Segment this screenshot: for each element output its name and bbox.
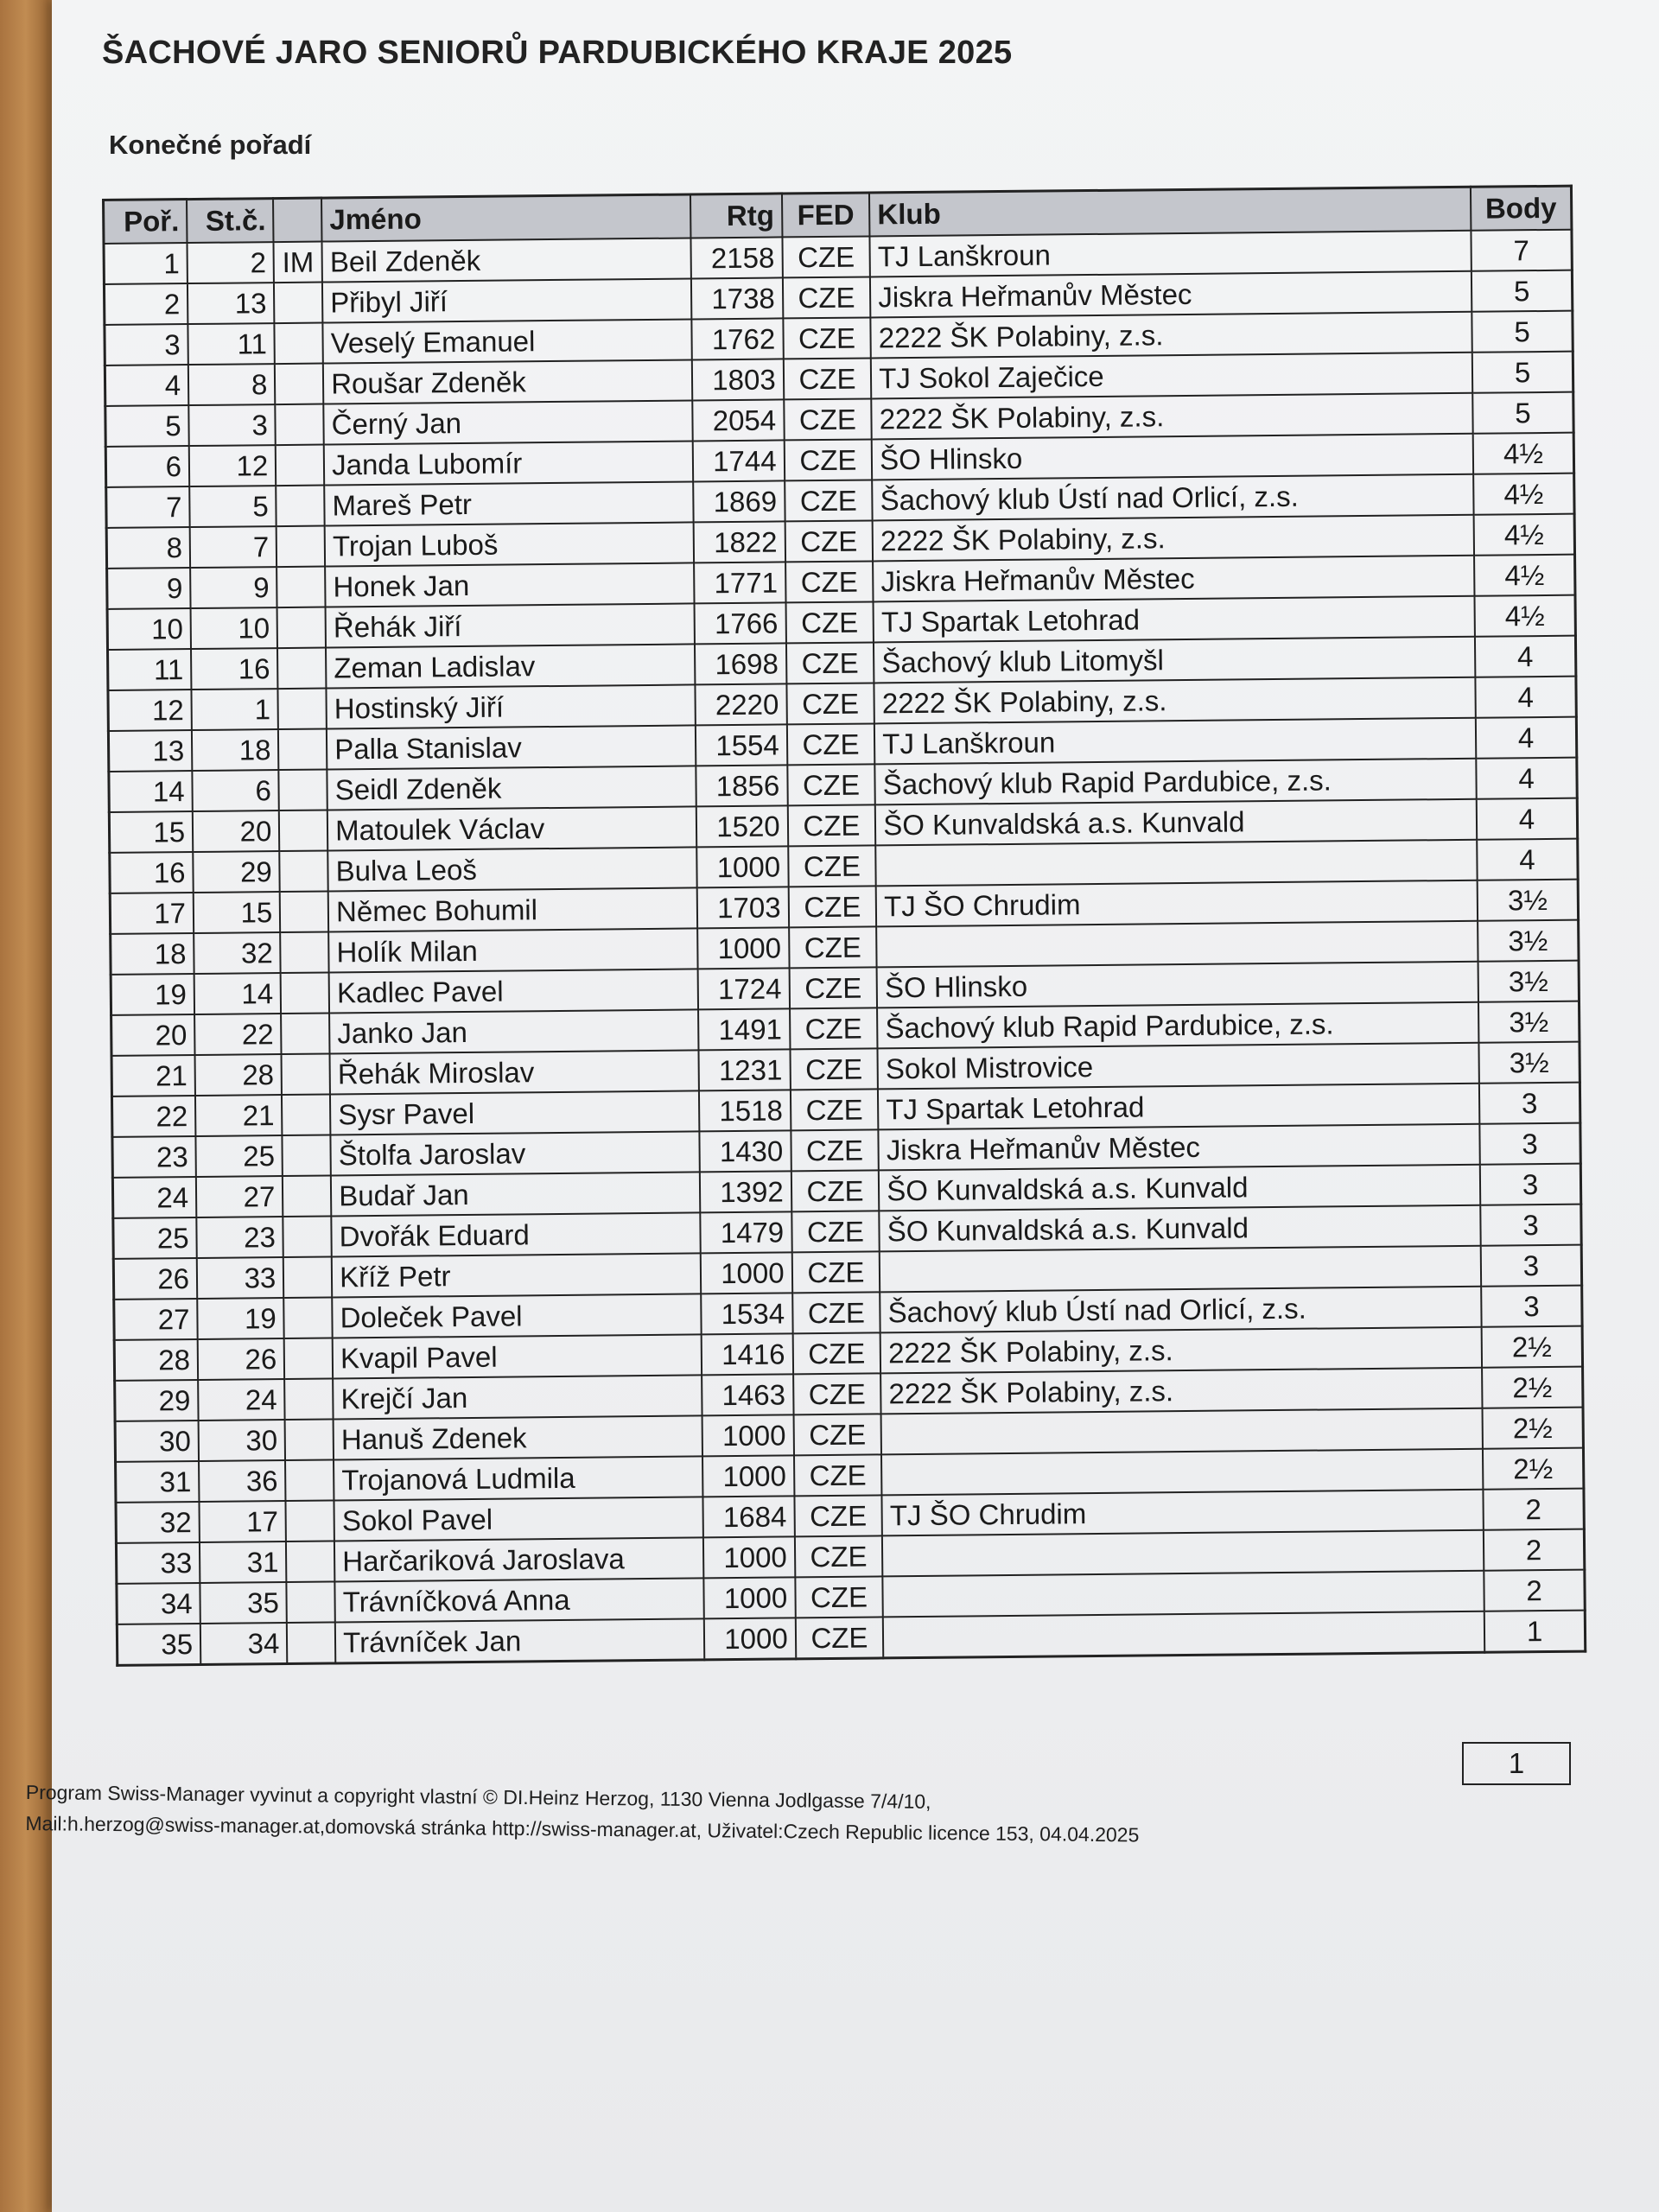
cell-club: Jiskra Heřmanův Městec xyxy=(873,556,1474,602)
cell-club: Šachový klub Rapid Pardubice, z.s. xyxy=(877,1002,1478,1049)
cell-rating: 2158 xyxy=(690,237,782,278)
cell-start: 23 xyxy=(196,1217,283,1258)
cell-points: 3½ xyxy=(1478,961,1580,1002)
cell-rating: 1000 xyxy=(697,927,789,969)
cell-title xyxy=(283,1217,332,1258)
cell-rating: 1479 xyxy=(700,1211,791,1253)
cell-fed: CZE xyxy=(783,358,871,399)
cell-rating: 1766 xyxy=(694,602,785,644)
cell-rank: 13 xyxy=(108,730,192,772)
cell-club: Jiskra Heřmanův Městec xyxy=(870,271,1471,318)
cell-rank: 12 xyxy=(108,690,192,731)
cell-start: 7 xyxy=(190,526,277,568)
cell-start: 25 xyxy=(195,1135,283,1177)
cell-name: Kvapil Pavel xyxy=(333,1334,702,1378)
cell-name: Beil Zdeněk xyxy=(322,238,691,282)
cell-club xyxy=(875,840,1477,887)
cell-points: 4½ xyxy=(1475,595,1576,637)
cell-club: 2222 ŠK Polabiny, z.s. xyxy=(871,393,1472,440)
cell-rating: 1703 xyxy=(696,887,788,928)
cell-fed: CZE xyxy=(791,1170,880,1211)
cell-name: Roušar Zdeněk xyxy=(323,359,692,404)
cell-rating: 1491 xyxy=(698,1008,790,1050)
cell-title xyxy=(276,526,325,568)
cell-points: 3 xyxy=(1480,1164,1581,1205)
cell-title xyxy=(282,1095,330,1136)
cell-name: Trojanová Ludmila xyxy=(334,1456,702,1500)
cell-name: Přibyl Jiří xyxy=(322,278,691,322)
cell-club xyxy=(880,1246,1481,1293)
cell-club: 2222 ŠK Polabiny, z.s. xyxy=(880,1327,1482,1374)
cell-name: Štolfa Jaroslav xyxy=(331,1131,700,1175)
cell-club: Šachový klub Ústí nad Orlicí, z.s. xyxy=(872,474,1473,521)
cell-rating: 1744 xyxy=(692,440,784,481)
cell-name: Palla Stanislav xyxy=(327,725,696,769)
cell-start: 24 xyxy=(198,1379,285,1421)
cell-fed: CZE xyxy=(792,1292,880,1333)
cell-title xyxy=(281,973,329,1014)
cell-rank: 32 xyxy=(116,1502,200,1543)
cell-rating: 1463 xyxy=(702,1374,793,1415)
cell-rating: 2220 xyxy=(695,683,786,725)
footer-line-2: Mail:h.herzog@swiss-manager.at,domovská stránka http://swiss-manager.at, Uživatel:Czech Republic licence 153, 04.04.2025 xyxy=(25,1811,1140,1847)
document-title: ŠACHOVÉ JARO SENIORŮ PARDUBICKÉHO KRAJE 2025 xyxy=(102,35,1013,71)
cell-name: Veselý Emanuel xyxy=(323,319,692,363)
cell-title xyxy=(281,1014,329,1055)
cell-start: 22 xyxy=(194,1014,282,1055)
cell-club: TJ Lanškroun xyxy=(874,718,1476,765)
cell-rank: 16 xyxy=(110,852,194,893)
cell-start: 29 xyxy=(193,851,280,893)
cell-points: 3½ xyxy=(1478,920,1579,962)
cell-title xyxy=(279,770,327,811)
cell-rating: 1430 xyxy=(699,1130,791,1172)
cell-title xyxy=(280,851,328,893)
cell-title xyxy=(275,364,323,405)
cell-rating: 1000 xyxy=(703,1536,795,1578)
cell-fed: CZE xyxy=(794,1495,882,1536)
cell-rank: 8 xyxy=(106,527,190,569)
cell-start: 28 xyxy=(195,1054,283,1096)
cell-name: Janda Lubomír xyxy=(324,441,693,485)
cell-rank: 24 xyxy=(112,1177,196,1218)
cell-rating: 1856 xyxy=(696,765,787,806)
cell-title xyxy=(278,689,327,730)
cell-name: Mareš Petr xyxy=(324,481,693,525)
header-points: Body xyxy=(1471,186,1572,231)
cell-title xyxy=(282,1054,330,1096)
cell-fed: CZE xyxy=(783,276,871,318)
cell-name: Sokol Pavel xyxy=(334,1497,703,1541)
cell-points: 3 xyxy=(1480,1205,1581,1246)
cell-fed: CZE xyxy=(795,1617,883,1658)
cell-title xyxy=(285,1419,334,1460)
cell-points: 2½ xyxy=(1483,1408,1584,1449)
cell-start: 14 xyxy=(194,973,282,1014)
cell-name: Seidl Zdeněk xyxy=(327,766,696,810)
cell-fed: CZE xyxy=(782,236,870,277)
cell-points: 5 xyxy=(1472,392,1573,434)
cell-fed: CZE xyxy=(790,1048,878,1090)
cell-points: 4½ xyxy=(1473,474,1574,515)
cell-fed: CZE xyxy=(785,561,874,602)
cell-club: ŠO Kunvaldská a.s. Kunvald xyxy=(875,799,1477,846)
cell-start: 12 xyxy=(189,445,276,486)
cell-club: 2222 ŠK Polabiny, z.s. xyxy=(880,1368,1482,1414)
cell-title xyxy=(279,810,327,852)
cell-start: 13 xyxy=(188,283,275,324)
cell-title xyxy=(277,648,326,690)
cell-points: 4 xyxy=(1476,758,1577,799)
cell-start: 32 xyxy=(194,932,281,974)
cell-name: Krejčí Jan xyxy=(333,1375,702,1419)
cell-name: Bulva Leoš xyxy=(327,847,696,891)
cell-start: 27 xyxy=(196,1176,283,1217)
cell-club: Sokol Mistrovice xyxy=(878,1043,1479,1090)
cell-fed: CZE xyxy=(783,317,871,359)
cell-start: 2 xyxy=(188,242,275,283)
cell-start: 20 xyxy=(193,810,280,852)
cell-fed: CZE xyxy=(791,1089,879,1130)
cell-rating: 1738 xyxy=(691,277,783,319)
cell-club: ŠO Kunvaldská a.s. Kunvald xyxy=(880,1205,1481,1252)
cell-club: TJ ŠO Chrudim xyxy=(882,1490,1484,1536)
cell-start: 19 xyxy=(197,1298,284,1339)
cell-rating: 1000 xyxy=(703,1577,795,1618)
cell-fed: CZE xyxy=(786,642,874,683)
cell-club xyxy=(881,1408,1483,1455)
cell-rank: 19 xyxy=(111,974,194,1015)
cell-rank: 18 xyxy=(111,933,194,975)
cell-start: 11 xyxy=(188,323,275,365)
header-start: St.č. xyxy=(187,199,274,243)
cell-name: Němec Bohumil xyxy=(328,887,697,931)
cell-rank: 20 xyxy=(111,1014,195,1056)
cell-points: 2 xyxy=(1484,1570,1585,1611)
header-club: Klub xyxy=(869,187,1471,236)
header-rating: Rtg xyxy=(690,194,782,238)
cell-points: 1 xyxy=(1484,1611,1586,1653)
cell-club xyxy=(876,921,1478,968)
cell-rank: 5 xyxy=(105,405,189,447)
cell-rank: 1 xyxy=(104,243,188,284)
cell-fed: CZE xyxy=(787,804,875,846)
header-rank: Poř. xyxy=(104,200,188,244)
cell-points: 3 xyxy=(1481,1245,1582,1287)
document-subtitle: Konečné pořadí xyxy=(109,130,312,160)
cell-name: Řehák Miroslav xyxy=(330,1050,699,1094)
cell-start: 1 xyxy=(192,689,279,730)
cell-fed: CZE xyxy=(784,398,872,440)
cell-title xyxy=(287,1622,335,1663)
cell-start: 16 xyxy=(191,648,278,690)
cell-points: 3 xyxy=(1479,1123,1580,1165)
cell-title xyxy=(285,1459,334,1501)
cell-points: 3 xyxy=(1479,1083,1580,1124)
cell-start: 31 xyxy=(200,1541,287,1583)
cell-rank: 9 xyxy=(107,568,191,609)
cell-name: Budař Jan xyxy=(331,1172,700,1216)
cell-start: 5 xyxy=(189,486,276,527)
cell-name: Honek Jan xyxy=(325,563,694,607)
cell-rank: 2 xyxy=(104,283,188,325)
cell-title xyxy=(286,1541,334,1582)
cell-name: Matoulek Václav xyxy=(327,806,696,850)
cell-rating: 1869 xyxy=(693,480,785,522)
cell-name: Hanuš Zdenek xyxy=(334,1415,702,1459)
cell-rating: 1534 xyxy=(701,1293,792,1334)
cell-points: 5 xyxy=(1472,352,1573,393)
cell-start: 36 xyxy=(199,1460,286,1502)
cell-name: Hostinský Jiří xyxy=(327,684,696,728)
cell-name: Zeman Ladislav xyxy=(326,644,695,688)
cell-rank: 33 xyxy=(116,1542,200,1584)
cell-club: TJ Spartak Letohrad xyxy=(878,1084,1479,1130)
footer xyxy=(25,1777,1140,1850)
cell-rating: 2054 xyxy=(692,399,784,441)
cell-rating: 1520 xyxy=(696,805,787,847)
footer-line-1: Program Swiss-Manager vyvinut a copyright vlastní © DI.Heinz Herzog, 1130 Vienna Jodlgasse 7/4/10, xyxy=(25,1780,931,1813)
cell-start: 6 xyxy=(192,770,279,811)
cell-rating: 1000 xyxy=(702,1455,794,1497)
cell-club xyxy=(881,1449,1483,1496)
cell-rating: 1724 xyxy=(697,968,789,1009)
cell-club: TJ Sokol Zaječice xyxy=(871,353,1472,399)
cell-club: Jiskra Heřmanův Městec xyxy=(879,1124,1480,1171)
cell-rating: 1554 xyxy=(696,724,787,766)
cell-rank: 26 xyxy=(113,1258,197,1300)
cell-start: 8 xyxy=(188,364,276,405)
cell-points: 2½ xyxy=(1483,1448,1584,1490)
cell-title xyxy=(280,932,328,974)
cell-title xyxy=(283,1135,331,1177)
cell-points: 4½ xyxy=(1473,433,1574,474)
cell-rating: 1518 xyxy=(699,1090,791,1131)
cell-points: 4 xyxy=(1477,798,1578,840)
cell-start: 26 xyxy=(198,1338,285,1380)
cell-club: TJ Lanškroun xyxy=(870,231,1471,277)
cell-club: TJ Spartak Letohrad xyxy=(874,596,1475,643)
header-name: Jméno xyxy=(321,194,690,242)
cell-points: 7 xyxy=(1471,230,1573,271)
cell-name: Trojan Luboš xyxy=(325,522,694,566)
cell-rank: 29 xyxy=(115,1380,199,1421)
cell-club: Šachový klub Rapid Pardubice, z.s. xyxy=(875,759,1477,805)
cell-points: 2 xyxy=(1484,1489,1585,1530)
cell-fed: CZE xyxy=(784,439,872,480)
cell-rating: 1698 xyxy=(695,643,786,684)
cell-club xyxy=(882,1530,1484,1577)
cell-points: 4 xyxy=(1476,717,1577,759)
cell-rating: 1822 xyxy=(693,521,785,563)
cell-rank: 4 xyxy=(105,365,188,406)
cell-rank: 31 xyxy=(116,1461,200,1503)
cell-club: 2222 ŠK Polabiny, z.s. xyxy=(874,677,1476,724)
cell-rank: 21 xyxy=(111,1055,195,1096)
cell-title xyxy=(284,1338,333,1379)
cell-fed: CZE xyxy=(785,520,873,562)
cell-title xyxy=(284,1378,333,1420)
cell-rating: 1762 xyxy=(691,318,783,359)
cell-rank: 14 xyxy=(109,771,193,812)
cell-fed: CZE xyxy=(789,926,877,968)
cell-title xyxy=(287,1581,335,1623)
cell-name: Trávníček Jan xyxy=(335,1618,704,1663)
cell-club: Šachový klub Ústí nad Orlicí, z.s. xyxy=(880,1287,1481,1333)
cell-title: IM xyxy=(274,242,322,283)
cell-title xyxy=(280,892,328,933)
cell-name: Doleček Pavel xyxy=(332,1294,701,1338)
cell-club xyxy=(883,1571,1484,1618)
cell-rating: 1000 xyxy=(702,1414,793,1456)
cell-fed: CZE xyxy=(791,1251,880,1293)
cell-fed: CZE xyxy=(790,1007,878,1049)
cell-rank: 7 xyxy=(106,486,190,528)
cell-points: 4½ xyxy=(1474,514,1575,556)
cell-rating: 1000 xyxy=(704,1618,796,1660)
cell-name: Řehák Jiří xyxy=(326,603,695,647)
cell-points: 2½ xyxy=(1482,1367,1583,1408)
cell-points: 2 xyxy=(1484,1529,1585,1571)
cell-fed: CZE xyxy=(793,1414,881,1455)
cell-name: Holík Milan xyxy=(328,928,697,972)
cell-title xyxy=(276,404,324,446)
cell-club xyxy=(883,1611,1484,1658)
cell-name: Kadlec Pavel xyxy=(329,969,698,1013)
cell-points: 5 xyxy=(1471,270,1573,312)
cell-start: 18 xyxy=(192,729,279,771)
cell-fed: CZE xyxy=(791,1211,880,1252)
cell-club: Šachový klub Litomyšl xyxy=(874,637,1475,683)
cell-name: Janko Jan xyxy=(329,1009,698,1053)
cell-rank: 3 xyxy=(105,324,188,365)
cell-title xyxy=(276,445,324,486)
cell-title xyxy=(283,1176,331,1217)
cell-rank: 30 xyxy=(115,1421,199,1462)
cell-points: 3½ xyxy=(1478,1001,1580,1043)
cell-title xyxy=(274,283,322,324)
cell-points: 4 xyxy=(1477,839,1578,880)
cell-fed: CZE xyxy=(789,967,877,1008)
cell-rank: 34 xyxy=(117,1583,200,1624)
cell-rank: 23 xyxy=(112,1136,196,1178)
cell-rank: 28 xyxy=(114,1339,198,1381)
results-table xyxy=(102,185,1586,1667)
cell-name: Kříž Petr xyxy=(332,1253,701,1297)
cell-points: 4 xyxy=(1475,636,1576,677)
cell-fed: CZE xyxy=(794,1454,882,1496)
cell-club: TJ ŠO Chrudim xyxy=(876,880,1478,927)
cell-rating: 1803 xyxy=(692,359,784,400)
cell-start: 10 xyxy=(191,607,278,649)
results-body xyxy=(104,230,1586,1666)
cell-rank: 10 xyxy=(107,608,191,650)
cell-start: 30 xyxy=(199,1420,286,1461)
cell-points: 3½ xyxy=(1479,1042,1580,1084)
cell-title xyxy=(277,607,326,649)
cell-fed: CZE xyxy=(787,723,875,765)
header-title xyxy=(273,198,321,242)
cell-rating: 1000 xyxy=(700,1252,791,1294)
cell-start: 34 xyxy=(200,1623,288,1664)
cell-rank: 25 xyxy=(113,1217,197,1259)
cell-club: 2222 ŠK Polabiny, z.s. xyxy=(871,312,1472,359)
cell-fed: CZE xyxy=(791,1129,879,1171)
cell-club: 2222 ŠK Polabiny, z.s. xyxy=(873,515,1474,562)
cell-start: 21 xyxy=(195,1095,283,1136)
cell-title xyxy=(284,1298,333,1339)
cell-rating: 1392 xyxy=(700,1171,791,1212)
cell-start: 15 xyxy=(194,892,281,933)
cell-rank: 35 xyxy=(117,1624,200,1665)
cell-fed: CZE xyxy=(793,1373,881,1414)
cell-fed: CZE xyxy=(792,1332,880,1374)
cell-name: Sysr Pavel xyxy=(330,1090,699,1135)
cell-rating: 1684 xyxy=(702,1496,794,1537)
cell-title xyxy=(286,1500,334,1541)
cell-club: ŠO Kunvaldská a.s. Kunvald xyxy=(879,1165,1480,1211)
cell-rank: 6 xyxy=(105,446,189,487)
cell-rank: 22 xyxy=(111,1096,195,1137)
cell-name: Černý Jan xyxy=(323,400,692,444)
cell-start: 33 xyxy=(197,1257,284,1299)
cell-title xyxy=(276,486,325,527)
cell-rank: 15 xyxy=(109,811,193,853)
cell-fed: CZE xyxy=(795,1535,883,1577)
cell-rating: 1231 xyxy=(698,1049,790,1090)
cell-title xyxy=(283,1257,332,1299)
cell-title xyxy=(275,323,323,365)
cell-title xyxy=(278,729,327,771)
cell-points: 3 xyxy=(1481,1286,1582,1327)
cell-rank: 27 xyxy=(114,1299,198,1340)
cell-fed: CZE xyxy=(785,601,874,643)
cell-name: Dvořák Eduard xyxy=(331,1212,700,1256)
header-fed: FED xyxy=(782,193,870,237)
cell-start: 3 xyxy=(188,404,276,446)
trailing-score-cell: 1 xyxy=(1462,1742,1571,1785)
cell-name: Harčariková Jaroslava xyxy=(334,1537,703,1581)
cell-fed: CZE xyxy=(786,683,874,724)
cell-rank: 17 xyxy=(110,893,194,934)
cell-points: 4½ xyxy=(1474,555,1575,596)
cell-club: ŠO Hlinsko xyxy=(872,434,1473,480)
cell-points: 4 xyxy=(1475,677,1576,718)
cell-rating: 1000 xyxy=(696,846,788,887)
cell-fed: CZE xyxy=(788,886,876,927)
cell-rating: 1771 xyxy=(694,562,785,603)
cell-points: 2½ xyxy=(1482,1326,1583,1368)
cell-start: 35 xyxy=(200,1582,287,1624)
cell-title xyxy=(276,567,325,608)
cell-name: Trávníčková Anna xyxy=(335,1578,704,1622)
cell-points: 5 xyxy=(1471,311,1573,353)
cell-start: 9 xyxy=(190,567,277,608)
cell-points: 3½ xyxy=(1478,880,1579,921)
cell-start: 17 xyxy=(200,1501,287,1542)
cell-fed: CZE xyxy=(795,1576,883,1618)
cell-fed: CZE xyxy=(787,764,875,805)
cell-fed: CZE xyxy=(788,845,876,887)
cell-rating: 1416 xyxy=(701,1333,792,1375)
cell-fed: CZE xyxy=(785,480,873,521)
cell-club: ŠO Hlinsko xyxy=(877,962,1478,1008)
cell-rank: 11 xyxy=(108,649,192,690)
